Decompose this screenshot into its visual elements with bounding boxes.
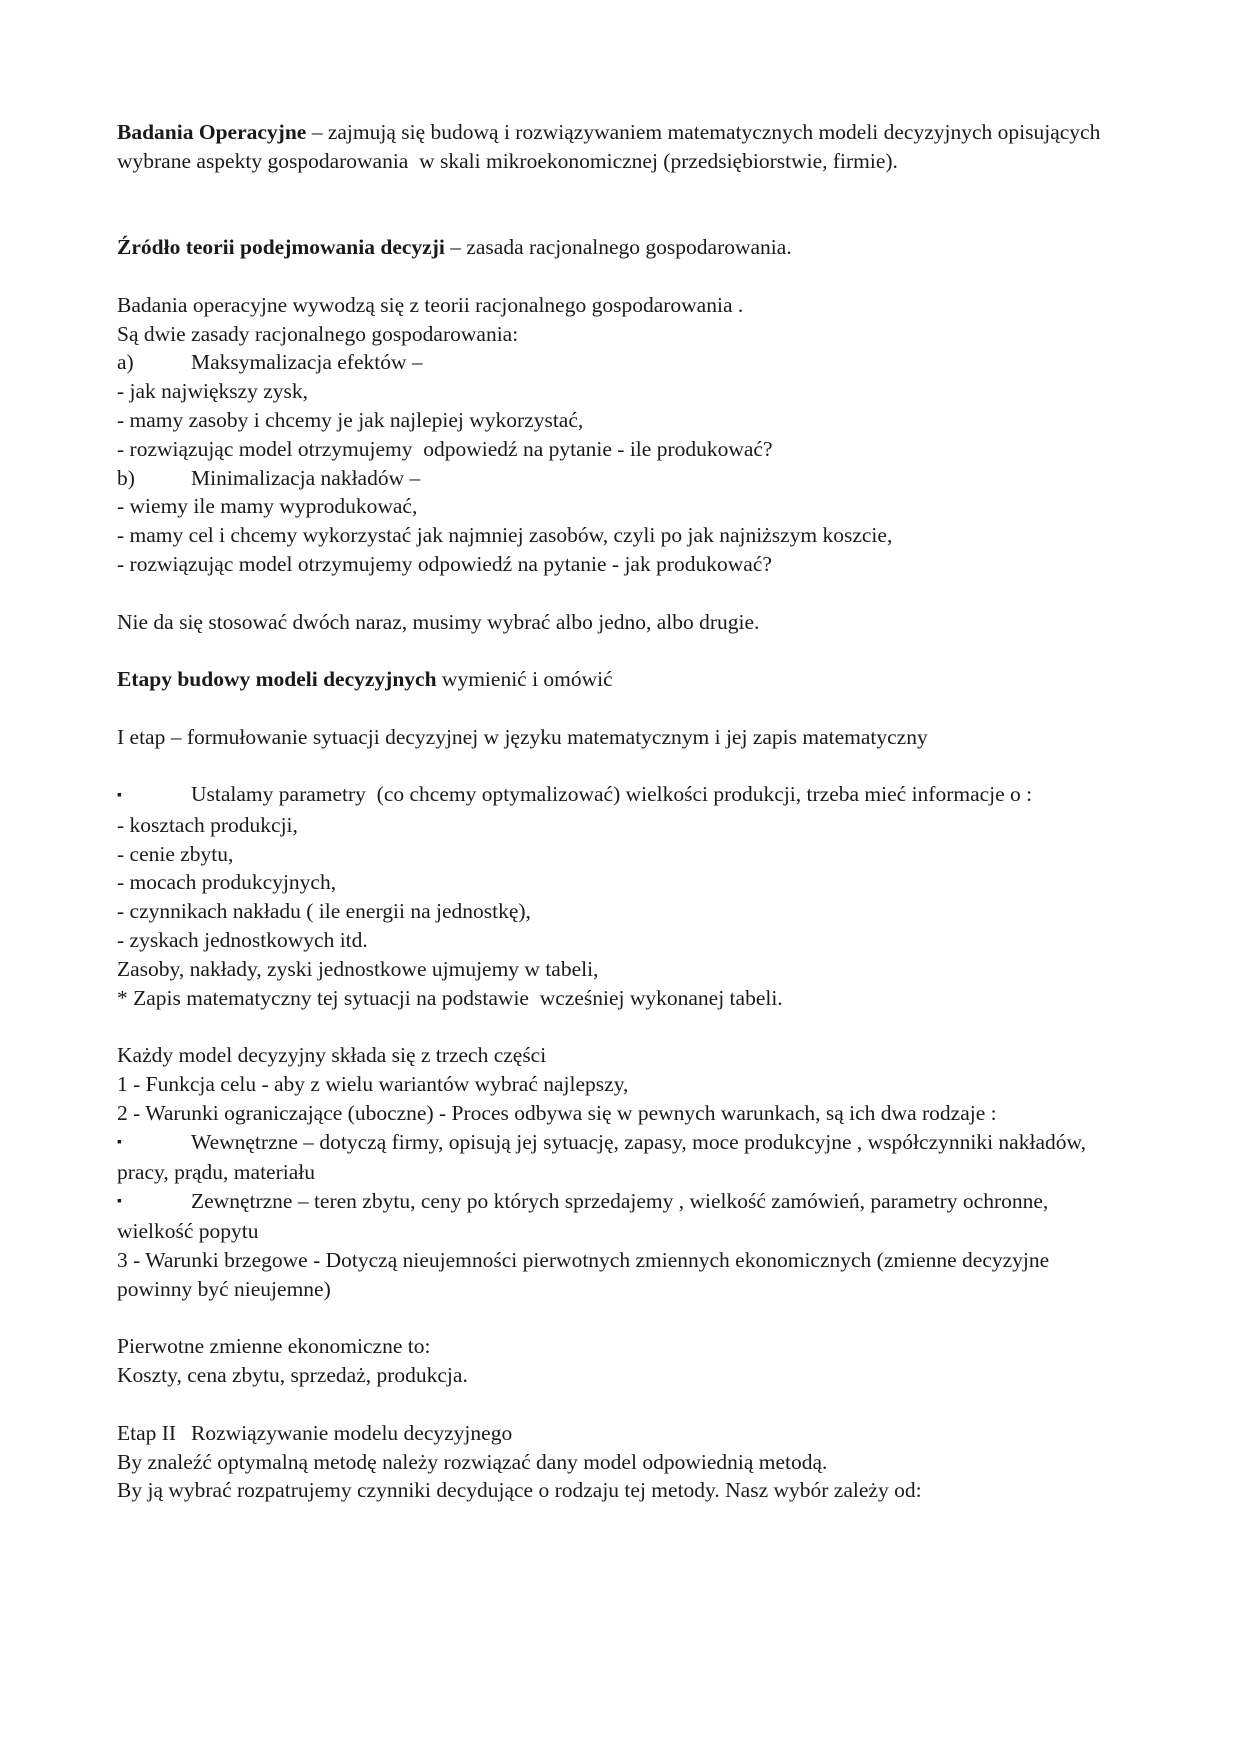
intro-line-1: Badania operacyjne wywodzą się z teorii racjonalnego gospodarowania . [117,292,744,317]
list-item: - zyskach jednostkowych itd. [117,927,368,952]
etapy-term: Etapy budowy modeli decyzyjnych [117,667,437,692]
principle-a-title: Maksymalizacja efektów – [191,350,423,375]
bullet-icon: ▪ [117,1194,122,1210]
list-item: - rozwiązując model otrzymujemy odpowiedź na pytanie - ile produkować? [117,436,773,461]
source-text: – zasada racjonalnego gospodarowania. [444,235,792,260]
primary-variables-line-1: Pierwotne zmienne ekonomiczne to: [117,1334,431,1359]
bullet-icon: ▪ [117,1135,122,1151]
list-item: - mocach produkcyjnych, [117,870,337,895]
etap-2-label: Etap II [117,1420,177,1445]
etapy-heading [117,665,1127,694]
source-term: Źródło teorii podejmowania decyzji [117,235,445,260]
resources-line: Zasoby, nakłady, zyski jednostkowe ujmujemy w tabeli, [117,956,599,981]
etap-2-line-1: By znaleźć optymalną metodę należy rozwiązać dany model odpowiednią metodą. [117,1449,828,1474]
intro-line-2: Są dwie zasady racjonalnego gospodarowania: [117,321,519,346]
principle-b-marker: b) [117,465,135,490]
list-item: - wiemy ile mamy wyprodukować, [117,494,418,519]
external-text: Zewnętrzne – teren zbytu, ceny po których sprzedajemy , wielkość zamówień, parametry ochronne, wielkość popytu [117,1188,1054,1244]
principle-b-heading [117,464,1127,493]
definition-term: Badania Operacyjne [117,120,307,144]
internal-bullet [117,1128,1127,1187]
model-part-2: 2 - Warunki ograniczające (uboczne) - Proces odbywa się w pewnych warunkach, są ich dwa rodzaje : [117,1100,997,1125]
list-item: - cenie zbytu, [117,841,234,866]
principle-b-title: Minimalizacja nakładów – [191,465,421,490]
source-paragraph [117,233,1127,262]
etapy-text: wymienić i omówić [436,667,613,692]
list-item: - mamy zasoby i chcemy je jak najlepiej wykorzystać, [117,407,584,432]
definition-text: – zajmują się budową i rozwiązywaniem matematycznych modeli decyzyjnych opisujących wybrane aspekty gospodarowania w skali mikroekonomicznej (przedsiębiorstwie, firmie). [117,120,1106,173]
principle-a-marker: a) [117,350,134,375]
etap-2-line-2: By ją wybrać rozpatrujemy czynniki decydujące o rodzaju tej metody. Nasz wybór zależy od: [117,1478,922,1503]
model-intro: Każdy model decyzyjny składa się z trzech części [117,1043,547,1068]
bullet-icon: ▪ [117,787,122,803]
etap-1-line: I etap – formułowanie sytuacji decyzyjnej w języku matematycznym i jej zapis matematyczny [117,724,928,749]
list-item: - kosztach produkcji, [117,812,298,837]
document-page [117,118,1127,1505]
list-item: - jak największy zysk, [117,379,309,404]
note-line: Nie da się stosować dwóch naraz, musimy wybrać albo jedno, albo drugie. [117,609,760,634]
etap-2-heading [117,1419,1127,1448]
model-part-3: 3 - Warunki brzegowe - Dotyczą nieujemności pierwotnych zmiennych ekonomicznych (zmienne decyzyjne powinny być nieujemne) [117,1248,1055,1301]
list-item: - rozwiązując model otrzymujemy odpowiedź na pytanie - jak produkować? [117,551,772,576]
list-item: - mamy cel i chcemy wykorzystać jak najmniej zasobów, czyli po jak najniższym koszcie, [117,523,893,548]
external-bullet [117,1187,1127,1246]
model-part-1: 1 - Funkcja celu - aby z wielu wariantów wybrać najlepszy, [117,1071,629,1096]
list-item: - czynnikach nakładu ( ile energii na jednostkę), [117,899,531,924]
primary-variables-line-2: Koszty, cena zbytu, sprzedaż, produkcja. [117,1363,468,1388]
definition-paragraph [117,118,1127,176]
principle-a-heading [117,348,1127,377]
math-record-line: * Zapis matematyczny tej sytuacji na podstawie wcześniej wykonanej tabeli. [117,985,783,1010]
etap-2-title: Rozwiązywanie modelu decyzyjnego [191,1420,513,1445]
parameters-text: Ustalamy parametry (co chcemy optymalizować) wielkości produkcji, trzeba mieć informacje o : [191,782,1033,807]
parameters-bullet [117,780,1127,810]
internal-text: Wewnętrzne – dotyczą firmy, opisują jej sytuację, zapasy, moce produkcyjne , współczynniki nakładów, pracy, prądu, materiału [117,1129,1092,1184]
